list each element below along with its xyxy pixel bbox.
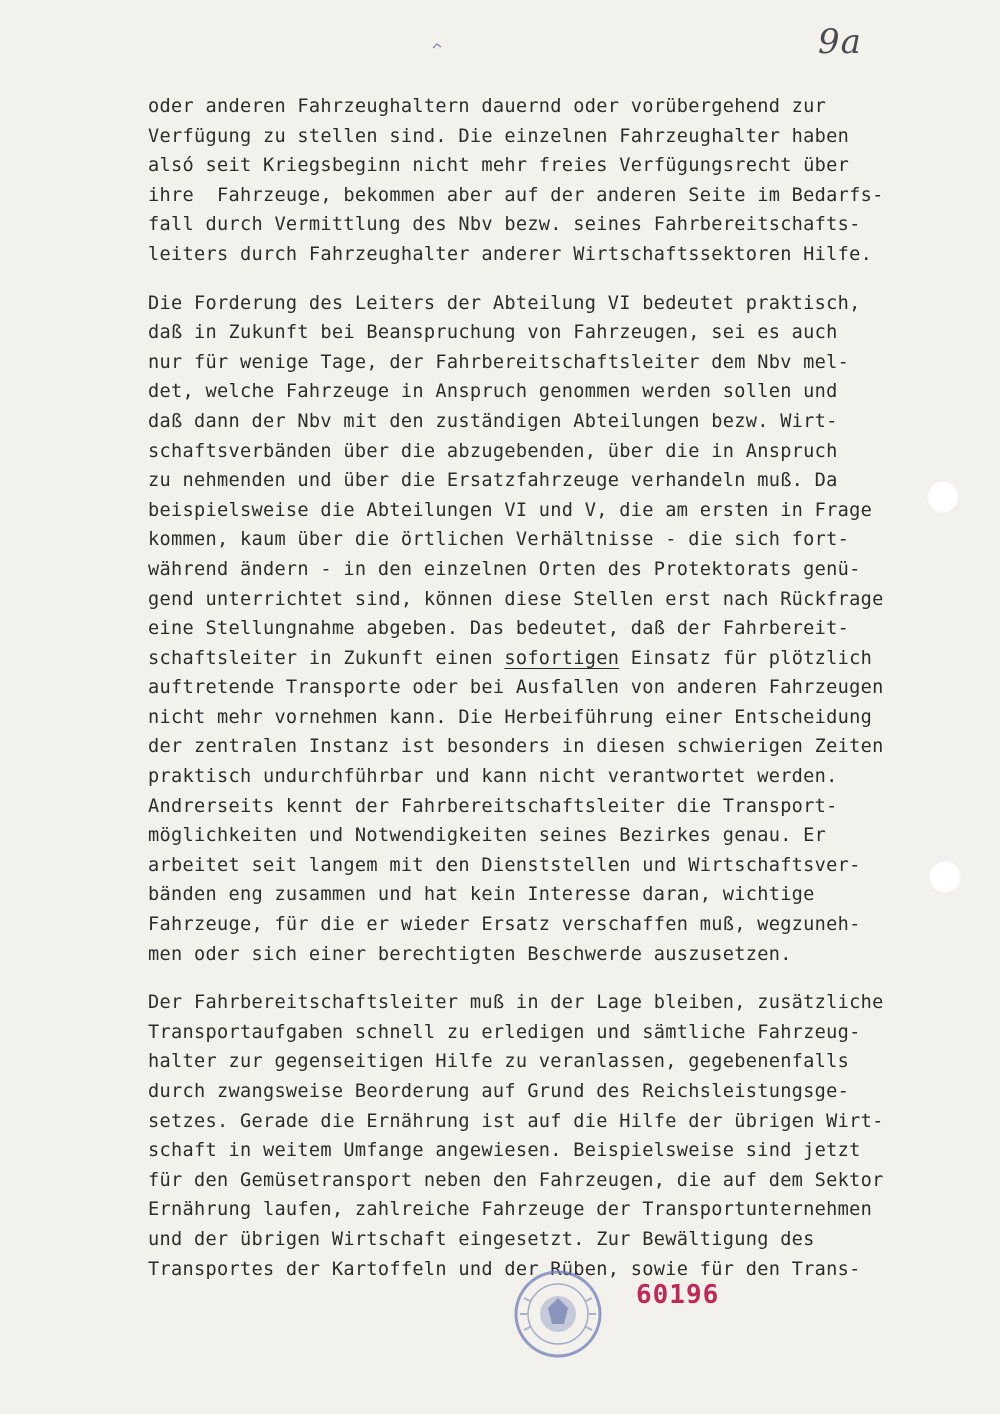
- text-line: beispielsweise die Abteilungen VI und V, die am ersten in Frage: [148, 499, 873, 521]
- text-line: fall durch Vermittlung des Nbv bezw. seines Fahrbereitschafts-: [148, 214, 861, 236]
- text-line: nur für wenige Tage, der Fahrbereitschaftsleiter dem Nbv mel-: [148, 351, 850, 373]
- text-line: setzes. Gerade die Ernährung ist auf die Hilfe der übrigen Wirt-: [148, 1110, 884, 1132]
- text-line: alsó seit Kriegsbeginn nicht mehr freies Verfügungsrecht über: [148, 155, 850, 177]
- text-line: gend unterrichtet sind, können diese Stellen erst nach Rückfrage: [148, 588, 884, 610]
- text-line: Verfügung zu stellen sind. Die einzelnen Fahrzeughalter haben: [148, 125, 850, 147]
- punch-hole: [928, 860, 962, 894]
- punch-hole: [926, 480, 960, 514]
- text-line: schaft in weitem Umfange angewiesen. Beispielsweise sind jetzt: [148, 1140, 861, 1162]
- text-line: bänden eng zusammen und hat kein Interesse daran, wichtige: [148, 884, 815, 906]
- underlined-word: sofortigen: [504, 647, 620, 669]
- text-line: während ändern - in den einzelnen Orten des Protektorats genü-: [148, 558, 861, 580]
- page-number: 9a: [818, 22, 862, 62]
- text-line: nicht mehr vornehmen kann. Die Herbeiführung einer Entscheidung: [148, 706, 873, 728]
- text-line: Transportaufgaben schnell zu erledigen und sämtliche Fahrzeug-: [148, 1021, 861, 1043]
- text-line: auftretende Transporte oder bei Ausfallen von anderen Fahrzeugen: [148, 677, 884, 699]
- text-line: men oder sich einer berechtigten Beschwerde auszusetzen.: [148, 943, 792, 965]
- paragraph-gap: [148, 270, 958, 289]
- text-line: Fahrzeuge, für die er wieder Ersatz verschaffen muß, wegzuneh-: [148, 914, 861, 936]
- text-line: leiters durch Fahrzeughalter anderer Wirtschaftssektoren Hilfe.: [148, 243, 873, 265]
- text-line: und der übrigen Wirtschaft eingesetzt. Zur Bewältigung des: [148, 1228, 815, 1250]
- text-line: eine Stellungnahme abgeben. Das bedeutet, daß der Fahrbereit-: [148, 618, 850, 640]
- text-line: halter zur gegenseitigen Hilfe zu veranlassen, gegebenenfalls: [148, 1051, 850, 1073]
- text-line: praktisch undurchführbar und kann nicht verantwortet werden.: [148, 766, 838, 788]
- text-line: der zentralen Instanz ist besonders in diesen schwierigen Zeiten: [148, 736, 884, 758]
- paragraph-gap: [148, 969, 958, 988]
- typed-text: [148, 92, 958, 1284]
- text-line-with-underline: schaftsleiter in Zukunft einen sofortigen Einsatz für plötzlich: [148, 647, 873, 669]
- text-line: arbeitet seit langem mit den Dienststellen und Wirtschaftsver-: [148, 854, 861, 876]
- archive-number-stamp: 60196: [636, 1280, 720, 1310]
- text-line: Die Forderung des Leiters der Abteilung VI bedeutet praktisch,: [148, 292, 861, 314]
- text-line: für den Gemüsetransport neben den Fahrzeugen, die auf dem Sektor: [148, 1169, 884, 1191]
- text-line: det, welche Fahrzeuge in Anspruch genommen werden sollen und: [148, 381, 838, 403]
- text-line: daß dann der Nbv mit den zuständigen Abteilungen bezw. Wirt-: [148, 410, 838, 432]
- archive-stamp-seal: [512, 1268, 604, 1360]
- pencil-mark: [432, 42, 442, 50]
- text-line: ihre Fahrzeuge, bekommen aber auf der anderen Seite im Bedarfs-: [148, 184, 884, 206]
- text-line: Andrerseits kennt der Fahrbereitschaftsleiter die Transport-: [148, 795, 838, 817]
- text-line: zu nehmenden und über die Ersatzfahrzeuge verhandeln muß. Da: [148, 470, 838, 492]
- text-line: Ernährung laufen, zahlreiche Fahrzeuge der Transportunternehmen: [148, 1199, 873, 1221]
- text-line: daß in Zukunft bei Beanspruchung von Fahrzeugen, sei es auch: [148, 322, 838, 344]
- text-line: Der Fahrbereitschaftsleiter muß in der Lage bleiben, zusätzliche: [148, 992, 884, 1014]
- text-line: möglichkeiten und Notwendigkeiten seines Bezirkes genau. Er: [148, 825, 827, 847]
- text-line: Transportes der Kartoffeln und der Rüben, sowie für den Trans-: [148, 1258, 861, 1280]
- text-line: durch zwangsweise Beorderung auf Grund des Reichsleistungsge-: [148, 1081, 850, 1102]
- text-line: kommen, kaum über die örtlichen Verhältnisse - die sich fort-: [148, 529, 850, 551]
- text-line: schaftsverbänden über die abzugebenden, über die in Anspruch: [148, 440, 838, 462]
- text-line: oder anderen Fahrzeughaltern dauernd oder vorübergehend zur: [148, 96, 827, 117]
